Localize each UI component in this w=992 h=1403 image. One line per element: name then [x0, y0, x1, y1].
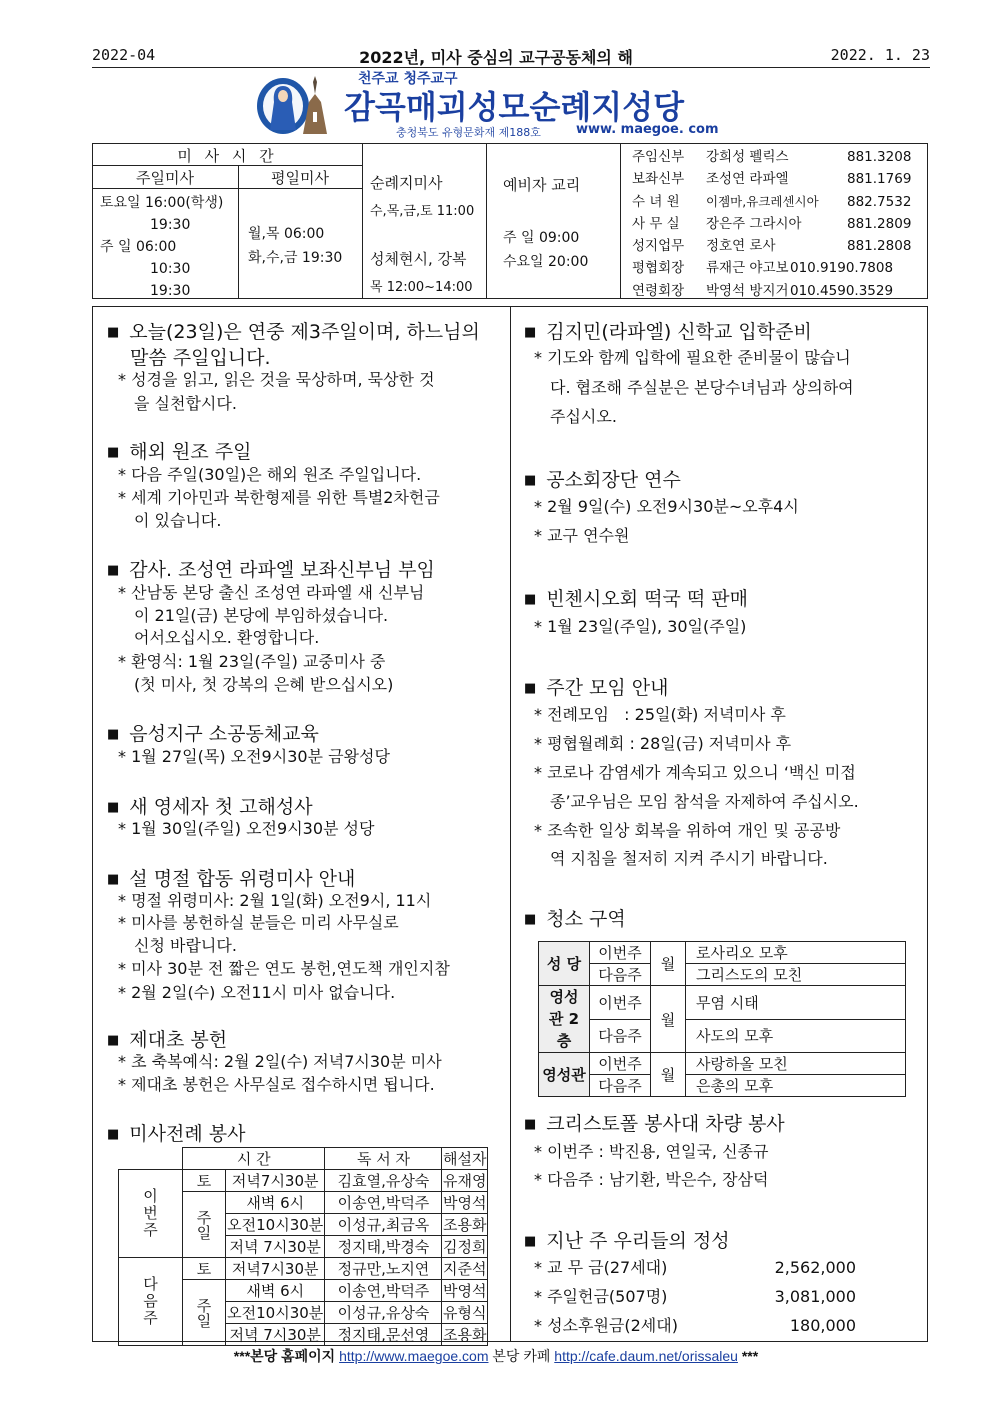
table-row: 저녁 7시30분 정지태,문선영 조용화: [119, 1324, 488, 1346]
weekday-mass-label: 평일미사: [271, 169, 329, 187]
column-divider: [510, 306, 511, 1342]
pilgrim-mass-label: 순례지미사: [370, 174, 443, 192]
pilgrim-mass-time: 수,목,금,토 11:00: [370, 204, 475, 219]
notice-item: * 이번주 : 박진용, 연일국, 신종규: [534, 1142, 769, 1161]
weekday-mass-list: [248, 222, 342, 270]
notice-item: * 성경을 읽고, 읽은 것을 묵상하며, 묵상한 것: [118, 370, 435, 389]
notice-item: 이 21일(금) 본당에 부임하셨습니다.: [134, 606, 389, 625]
section-title: ■ 설 명절 합동 위령미사 안내: [107, 868, 356, 890]
this-week-label: 이번주: [119, 1170, 183, 1258]
notice-item: * 2월 2일(수) 오전11시 미사 없습니다.: [118, 983, 396, 1002]
col-reader: 독 서 자: [325, 1148, 442, 1170]
next-week-label: 다음주: [119, 1258, 183, 1346]
home-label: 본당 홈페이지: [250, 1348, 336, 1364]
year-motto: 2022년, 미사 중심의 교구공동체의 해: [359, 48, 633, 67]
offering-row: * 교 무 금(27세대) 2,562,000: [534, 1258, 856, 1277]
sunday-line: 주 일 06:00: [100, 239, 177, 255]
cleaning-table: [538, 941, 906, 1097]
section-title: ■ 제대초 봉헌: [107, 1029, 228, 1051]
notice-item: * 기도와 함께 입학에 필요한 준비물이 많습니: [534, 348, 851, 367]
table-row: 이번주 토 저녁7시30분 김효열,유상숙 유재영: [119, 1170, 488, 1192]
notice-item: * 미사를 봉헌하실 분들은 미리 사무실로: [118, 913, 399, 932]
cafe-link[interactable]: http://cafe.daum.net/orissaleu: [554, 1348, 738, 1364]
staff-row: 보좌신부 조성연 라파엘 881.1769: [632, 171, 912, 188]
col-time: 시 간: [183, 1148, 325, 1170]
section-title: ■ 청소 구역: [524, 908, 626, 930]
notice-item: * 교구 연수원: [534, 526, 630, 545]
table-row: 오전10시30분 이성규,최금옥 조용화: [119, 1214, 488, 1236]
notice-item: * 초 축복예식: 2월 2일(수) 저녁7시30분 미사: [118, 1052, 442, 1071]
section-title: ■ 지난 주 우리들의 정성: [524, 1230, 730, 1252]
homepage-link[interactable]: http://www.maegoe.com: [339, 1348, 489, 1364]
weekday-line: 화,수,금 19:30: [248, 250, 343, 266]
notice-item: (첫 미사, 첫 강복의 은혜 받으십시오): [134, 675, 394, 694]
notice-item: * 산남동 본당 출신 조성연 라파엘 새 신부님: [118, 583, 425, 602]
section-title: ■ 해외 원조 주일: [107, 441, 252, 463]
catechumen-line: 수요일 20:00: [503, 254, 589, 270]
sunday-mass-label: 주일미사: [136, 169, 194, 187]
notice-item: * 환영식: 1월 23일(주일) 교중미사 중: [118, 652, 386, 671]
header-website: www. maegoe. com: [576, 122, 719, 137]
table-row: 성 당 이번주 월 로사리오 모후: [539, 942, 906, 964]
notice-item: * 다음 주일(30일)은 해외 원조 주일입니다.: [118, 465, 422, 484]
table-row: 다음주 그리스도의 모친: [539, 964, 906, 986]
section-title: ■ 음성지구 소공동체교육: [107, 723, 319, 745]
table-row: 주일 새벽 6시 이송연,박덕주 박영석: [119, 1192, 488, 1214]
notice-item: 을 실천합시다.: [134, 394, 237, 413]
section-title: ■ 공소회장단 연수: [524, 469, 681, 491]
header-divider: [92, 67, 930, 68]
table-header-row: [119, 1148, 488, 1170]
offering-row: * 성소후원금(2세대) 180,000: [534, 1316, 856, 1335]
notice-item: 신청 바랍니다.: [134, 936, 237, 955]
catechumen-label: 예비자 교리: [503, 176, 581, 194]
sunday-label: 주일: [183, 1280, 226, 1346]
notice-item: * 미사 30분 전 짧은 연도 봉헌,연도책 개인지참: [118, 959, 450, 978]
issue-number: 2022-04: [92, 46, 156, 64]
church-name: 감곡매괴성모순례지성당: [344, 88, 685, 126]
notice-item: * 1월 23일(주일), 30일(주일): [534, 617, 747, 636]
catechumen-times: [503, 226, 588, 274]
notice-item: 어서오십시오. 환영합니다.: [134, 628, 320, 647]
staff-row: 평협회장 류재근 야고보010.9190.7808: [632, 260, 894, 277]
adoration-label: 성체현시, 강복: [370, 250, 467, 268]
notice-item: * 1월 27일(목) 오전9시30분 금왕성당: [118, 747, 390, 766]
adoration-time: 목 12:00~14:00: [370, 280, 473, 295]
church-logo-icon: [253, 72, 339, 142]
staff-row: 수 녀 원 이젬마,유크레센시아 882.7532: [632, 193, 912, 210]
sunday-line: 10:30: [150, 261, 191, 277]
notice-item: * 2월 9일(수) 오전9시30분~오후4시: [534, 497, 799, 516]
diocese-name: 천주교 청주교구: [358, 71, 458, 87]
col-commentator: 해설자: [442, 1148, 488, 1170]
footer: [0, 1346, 992, 1366]
notice-item: * 다음주 : 남기환, 박은수, 장삼덕: [534, 1170, 769, 1189]
table-row: 영성관 이번주 월 사랑하올 모친: [539, 1053, 906, 1075]
table-row: 주일 새벽 6시 이송연,박덕주 박영석: [119, 1280, 488, 1302]
section-title: ■ 감사. 조성연 라파엘 보좌신부님 부임: [107, 559, 435, 581]
section-title-cont: 말씀 주일입니다.: [130, 347, 271, 369]
notice-item: * 명절 위령미사: 2월 1일(화) 오전9시, 11시: [118, 891, 432, 910]
notice-item: * 제대초 봉헌은 사무실로 접수하시면 됩니다.: [118, 1075, 435, 1094]
notice-item: * 세계 기아민과 북한형제를 위한 특별2차헌금: [118, 488, 440, 507]
section-title: ■ 주간 모임 안내: [524, 677, 669, 699]
staff-row: 사 무 실 장은주 그라시아 881.2809: [632, 215, 912, 232]
notice-item: 이 있습니다.: [134, 511, 222, 530]
staff-row: 주임신부 강희성 펠릭스 881.3208: [632, 149, 912, 165]
table-row: 오전10시30분 이성규,유상숙 유형식: [119, 1302, 488, 1324]
cafe-label: 본당 카페: [492, 1348, 551, 1364]
sunday-line: 19:30: [150, 283, 191, 299]
notice-item: 다. 협조해 주실분은 본당수녀님과 상의하여: [550, 378, 854, 397]
liturgy-table: [118, 1147, 488, 1346]
table-row: 영성관 2층 이번주 월 무염 시태: [539, 986, 906, 1020]
table-row: 다음주 은총의 모후: [539, 1075, 906, 1097]
staff-row: 연령회장 박영석 방지거010.4590.3529: [632, 282, 894, 299]
table-row: 다음주 사도의 모후: [539, 1019, 906, 1053]
issue-date: 2022. 1. 23: [830, 46, 930, 64]
footer-stars: ***: [233, 1348, 251, 1364]
notice-item: * 코로나 감염세가 계속되고 있으니 ‘백신 미접: [534, 763, 856, 782]
footer-stars: ***: [741, 1348, 759, 1364]
table-row: 다음주 토 저녁7시30분 정규만,노지연 지준석: [119, 1258, 488, 1280]
section-title: ■ 새 영세자 첫 고해성사: [107, 796, 313, 818]
notice-item: 역 지침을 철저히 지켜 주시기 바랍니다.: [550, 849, 828, 868]
notice-item: * 1월 30일(주일) 오전9시30분 성당: [118, 819, 375, 838]
sunday-label: 주일: [183, 1192, 226, 1258]
staff-row: 성지업무 정호연 로사 881.2808: [632, 238, 912, 255]
sunday-line: 토요일 16:00(학생): [100, 195, 224, 211]
section-title: ■ 오늘(23일)은 연중 제3주일이며, 하느님의: [107, 321, 480, 343]
sunday-mass-list: [100, 192, 223, 302]
mass-times-title: 미 사 시 간: [177, 147, 278, 165]
sunday-line: 19:30: [150, 217, 191, 233]
notice-item: * 평협월례회 : 28일(금) 저녁미사 후: [534, 734, 792, 753]
notice-item: * 조속한 일상 회복을 위하여 개인 및 공공방: [534, 821, 841, 840]
notice-item: 주십시오.: [550, 407, 617, 426]
staff-list: [632, 146, 911, 302]
section-title: ■ 크리스토폴 봉사대 차량 봉사: [524, 1113, 785, 1135]
section-title: ■ 빈첸시오회 떡국 떡 판매: [524, 588, 748, 610]
heritage-subline: 충청북도 유형문화재 제188호: [396, 126, 541, 139]
weekday-line: 월,목 06:00: [248, 226, 325, 242]
notice-item: * 전례모임 : 25일(화) 저녁미사 후: [534, 705, 786, 724]
table-row: 저녁 7시30분 정지태,박경숙 김정희: [119, 1236, 488, 1258]
section-title: ■ 김지민(라파엘) 신학교 입학준비: [524, 321, 812, 343]
offering-row: * 주일헌금(507명) 3,081,000: [534, 1287, 856, 1306]
catechumen-line: 주 일 09:00: [503, 230, 580, 246]
notice-item: 종’교우님은 모임 참석을 자제하여 주십시오.: [550, 792, 859, 811]
section-title: ■ 미사전례 봉사: [107, 1123, 246, 1145]
